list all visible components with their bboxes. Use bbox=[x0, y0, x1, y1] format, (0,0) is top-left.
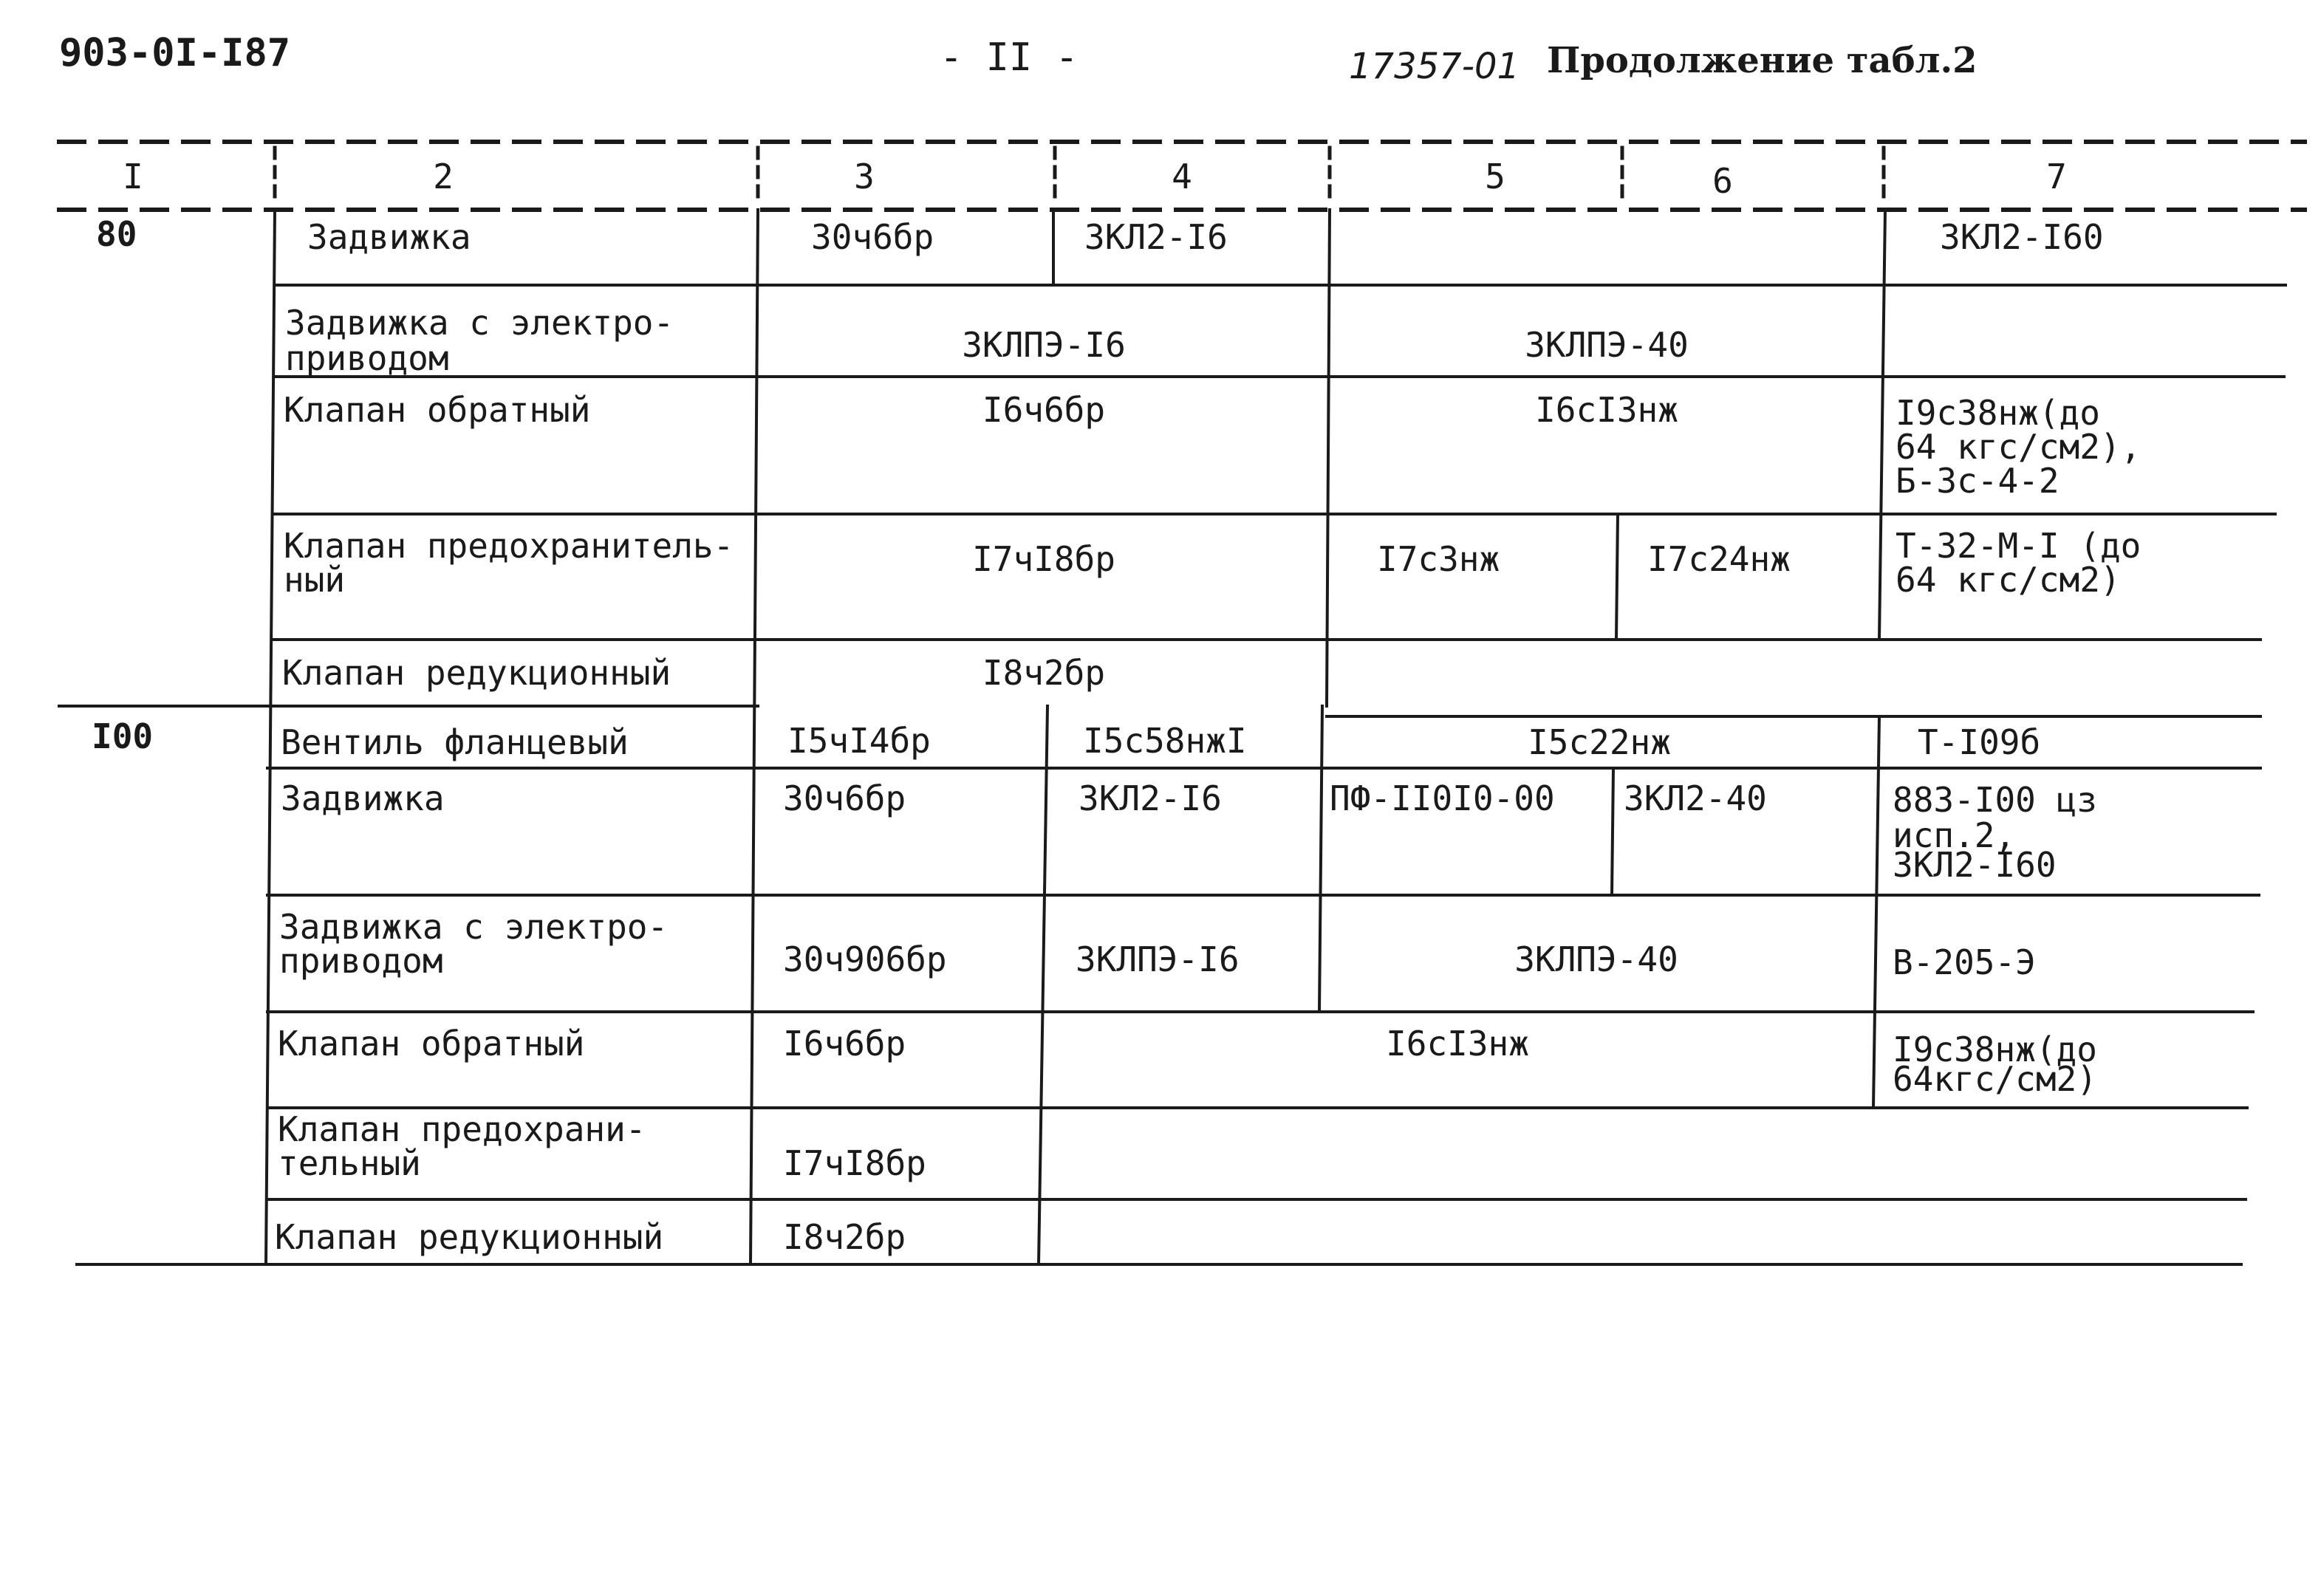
column-header-5: 5 bbox=[1485, 157, 1505, 196]
cell-col7-line2: исп.2, bbox=[1893, 815, 2016, 855]
cell-col7-line2: 64 кгс/см2), bbox=[1896, 427, 2141, 467]
document-code: 903-0I-I87 bbox=[59, 31, 291, 75]
nominal-diameter-100: I00 bbox=[92, 716, 154, 756]
reference-number: 17357-01 bbox=[1349, 46, 1520, 87]
row-name-line1: Клапан предохранитель- bbox=[284, 526, 734, 566]
column-header-1: I bbox=[123, 157, 143, 196]
cell-col7-line1: 883-I00 цз bbox=[1893, 780, 2097, 820]
cell-col7-line3: 3КЛ2-I60 bbox=[1893, 845, 2057, 885]
row-name: Задвижка bbox=[307, 217, 471, 257]
row-name: Клапан обратный bbox=[284, 390, 591, 430]
column-header-7: 7 bbox=[2046, 157, 2067, 196]
column-header-4: 4 bbox=[1172, 157, 1192, 196]
cell-col5: I7с3нж bbox=[1377, 539, 1500, 579]
row-name-line1: Задвижка с электро- bbox=[279, 907, 669, 947]
row-name-line2: ный bbox=[284, 560, 346, 600]
cell-col5-6: I5с22нж bbox=[1528, 722, 1671, 762]
cell-col3: 30ч6бр bbox=[783, 778, 906, 818]
cell-col3: I8ч2бр bbox=[783, 1217, 906, 1257]
cell-col4: 3КЛПЭ-I6 bbox=[1076, 939, 1240, 979]
row-name-line2: приводом bbox=[279, 941, 443, 981]
cell-col3-4: 3КЛПЭ-I6 bbox=[962, 325, 1126, 365]
table-continuation-title: Продолжение табл.2 bbox=[1547, 40, 1978, 81]
cell-col3-4: I6ч6бр bbox=[982, 390, 1106, 430]
cell-col5-6: 3КЛПЭ-40 bbox=[1525, 325, 1689, 365]
page-number: - II - bbox=[940, 35, 1079, 80]
column-header-2: 2 bbox=[433, 157, 454, 196]
cell-col3: I6ч6бр bbox=[783, 1024, 906, 1064]
cell-col7-line1: Т-32-М-I (до bbox=[1896, 526, 2141, 566]
cell-col3-4: I8ч2бр bbox=[982, 653, 1106, 693]
cell-col7-line2: 64 кгс/см2) bbox=[1896, 560, 2121, 600]
cell-col7: Т-I09б bbox=[1918, 722, 2041, 762]
cell-col4: 3КЛ2-I6 bbox=[1079, 778, 1222, 818]
row-name: Клапан редукционный bbox=[282, 653, 671, 693]
row-name-line2: приводом bbox=[285, 338, 449, 378]
row-name-line1: Задвижка с электро- bbox=[285, 303, 674, 343]
cell-col3: I7чI8бр bbox=[783, 1143, 926, 1183]
cell-col6: I7с24нж bbox=[1647, 539, 1791, 579]
row-name-line2: тельный bbox=[278, 1143, 421, 1183]
cell-col7: 3КЛ2-I60 bbox=[1940, 217, 2104, 257]
cell-col7-line3: Б-3с-4-2 bbox=[1896, 461, 2059, 501]
cell-col3: 30ч6бр bbox=[811, 217, 934, 257]
cell-col5: ПФ-II0I0-00 bbox=[1330, 778, 1555, 818]
cell-col4: I5с58нжI bbox=[1083, 721, 1247, 761]
cell-col3: I5чI4бр bbox=[787, 721, 931, 761]
cell-col5-6: 3КЛПЭ-40 bbox=[1514, 939, 1678, 979]
column-header-6: 6 bbox=[1712, 161, 1733, 201]
row-name: Задвижка bbox=[281, 778, 445, 818]
cell-col5-6: I6cI3нж bbox=[1535, 390, 1678, 430]
row-name: Вентиль фланцевый bbox=[281, 722, 629, 762]
cell-col6: 3КЛ2-40 bbox=[1624, 778, 1767, 818]
cell-col4-6: I6cI3нж bbox=[1386, 1024, 1529, 1064]
cell-col7-line2: 64кгс/см2) bbox=[1893, 1059, 2097, 1099]
nominal-diameter-80: 80 bbox=[96, 214, 137, 254]
row-name: Клапан обратный bbox=[278, 1024, 585, 1064]
cell-col7: В-205-Э bbox=[1893, 942, 2036, 982]
cell-col4: 3КЛ2-I6 bbox=[1084, 217, 1228, 257]
cell-col3: 30ч906бр bbox=[783, 939, 947, 979]
cell-col7-line1: I9c38нж(до bbox=[1896, 393, 2100, 433]
cell-col7-line1: I9c38нж(до bbox=[1893, 1030, 2097, 1069]
row-name: Клапан редукционный bbox=[275, 1217, 664, 1257]
column-header-3: 3 bbox=[854, 157, 875, 196]
row-name-line1: Клапан предохрани- bbox=[278, 1109, 646, 1149]
cell-col3-4: I7чI8бр bbox=[972, 539, 1115, 579]
